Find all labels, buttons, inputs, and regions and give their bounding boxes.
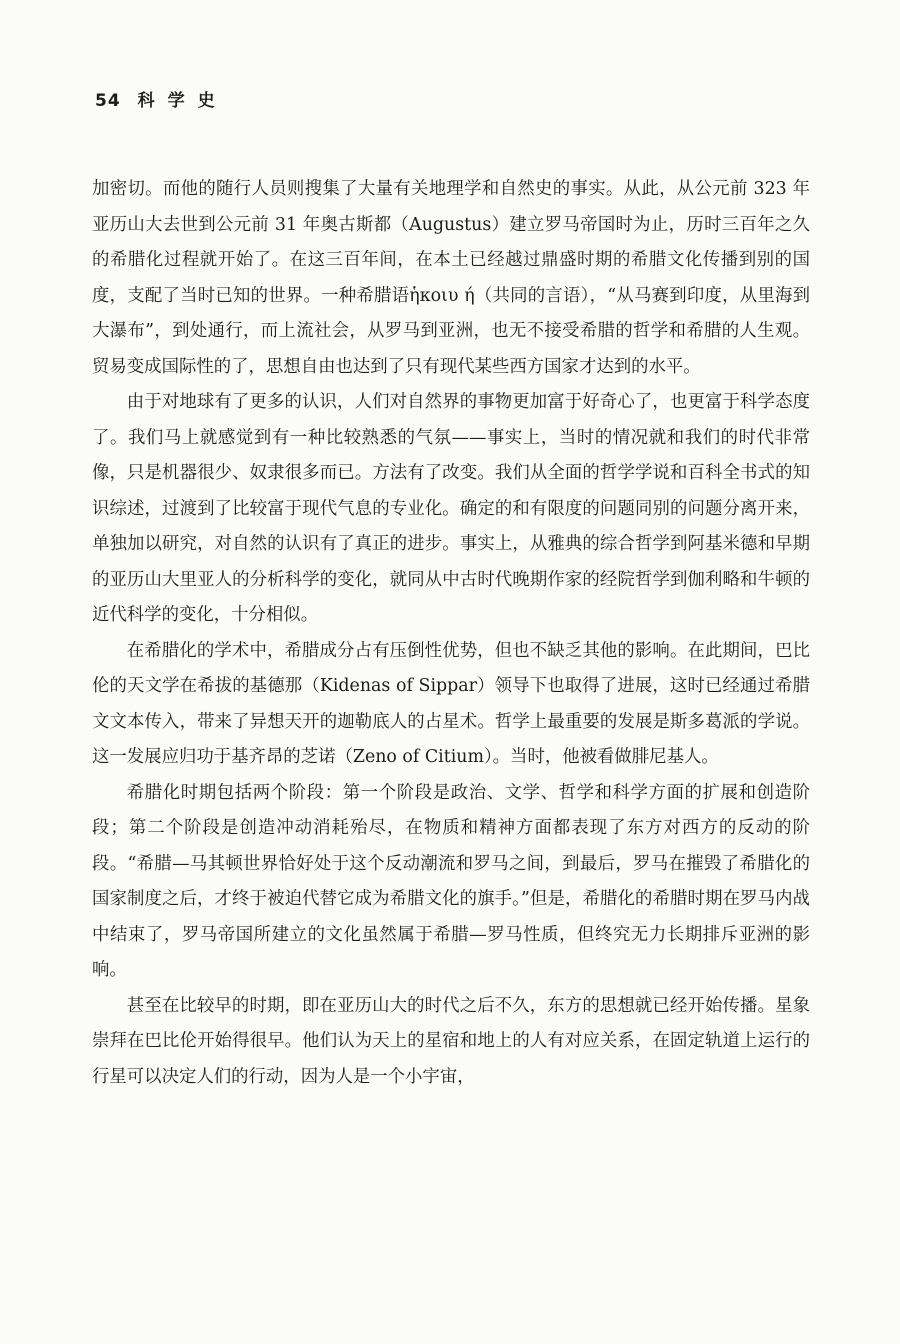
paragraph-2: 由于对地球有了更多的认识，人们对自然界的事物更加富于好奇心了，也更富于科学态度了。我们马上就感觉到有一种比较熟悉的气氛——事实上，当时的情况就和我们的时代非常像，只是机器很少、奴隶很多而已。方法有了改变。我们从全面的哲学学说和百科全书式的知识综述，过渡到了比较富于现代气息的专业化。确定的和有限度的问题同别的问题分离开来，单独加以研究，对自然的认识有了真正的进步。事实上，从雅典的综合哲学到阿基米德和早期的亚历山大里亚人的分析科学的变化，就同从中古时代晚期作家的经院哲学到伽利略和牛顿的近代科学的变化，十分相似。 xyxy=(92,392,810,625)
body-text xyxy=(92,172,810,1095)
paragraph-1: 加密切。而他的随行人员则搜集了大量有关地理学和自然史的事实。从此，从公元前 323 年亚历山大去世到公元前 31 年奥古斯都（Augustus）建立罗马帝国时为止，历时三百年之久的希腊化过程就开始了。在这三百年间，在本土已经越过鼎盛时期的希腊文化传播到别的国度，支配了当时已知的世界。一种希腊语ἡκοιυ ή（共同的言语），“从马赛到印度，从里海到大瀑布”，到处通行，而上流社会，从罗马到亚洲，也无不接受希腊的哲学和希腊的人生观。贸易变成国际性的了，思想自由也达到了只有现代某些西方国家才达到的水平。 xyxy=(92,179,810,377)
paragraph-5: 甚至在比较早的时期，即在亚历山大的时代之后不久，东方的思想就已经开始传播。星象崇拜在巴比伦开始得很早。他们认为天上的星宿和地上的人有对应关系，在固定轨道上运行的行星可以决定人们的行动，因为人是一个小宇宙， xyxy=(92,995,810,1087)
page-number: 54 xyxy=(95,91,121,111)
paragraph-3: 在希腊化的学术中，希腊成分占有压倒性优势，但也不缺乏其他的影响。在此期间，巴比伦的天文学在希拔的基德那（Kidenas of Sippar）领导下也取得了进展，这时已经通过希腊文文本传入，带来了异想天开的迦勒底人的占星术。哲学上最重要的发展是斯多葛派的学说。这一发展应归功于基齐昂的芝诺（Zeno of Citium）。当时，他被看做腓尼基人。 xyxy=(92,640,810,767)
running-header xyxy=(95,86,228,111)
book-title: 科学史 xyxy=(137,91,228,111)
paragraph-4: 希腊化时期包括两个阶段：第一个阶段是政治、文学、哲学和科学方面的扩展和创造阶段；第二个阶段是创造冲动消耗殆尽，在物质和精神方面都表现了东方对西方的反动的阶段。“希腊—马其顿世界恰好处于这个反动潮流和罗马之间，到最后，罗马在摧毁了希腊化的国家制度之后，才终于被迫代替它成为希腊文化的旗手。”但是，希腊化的希腊时期在罗马内战中结束了，罗马帝国所建立的文化虽然属于希腊—罗马性质，但终究无力长期排斥亚洲的影响。 xyxy=(92,782,810,980)
